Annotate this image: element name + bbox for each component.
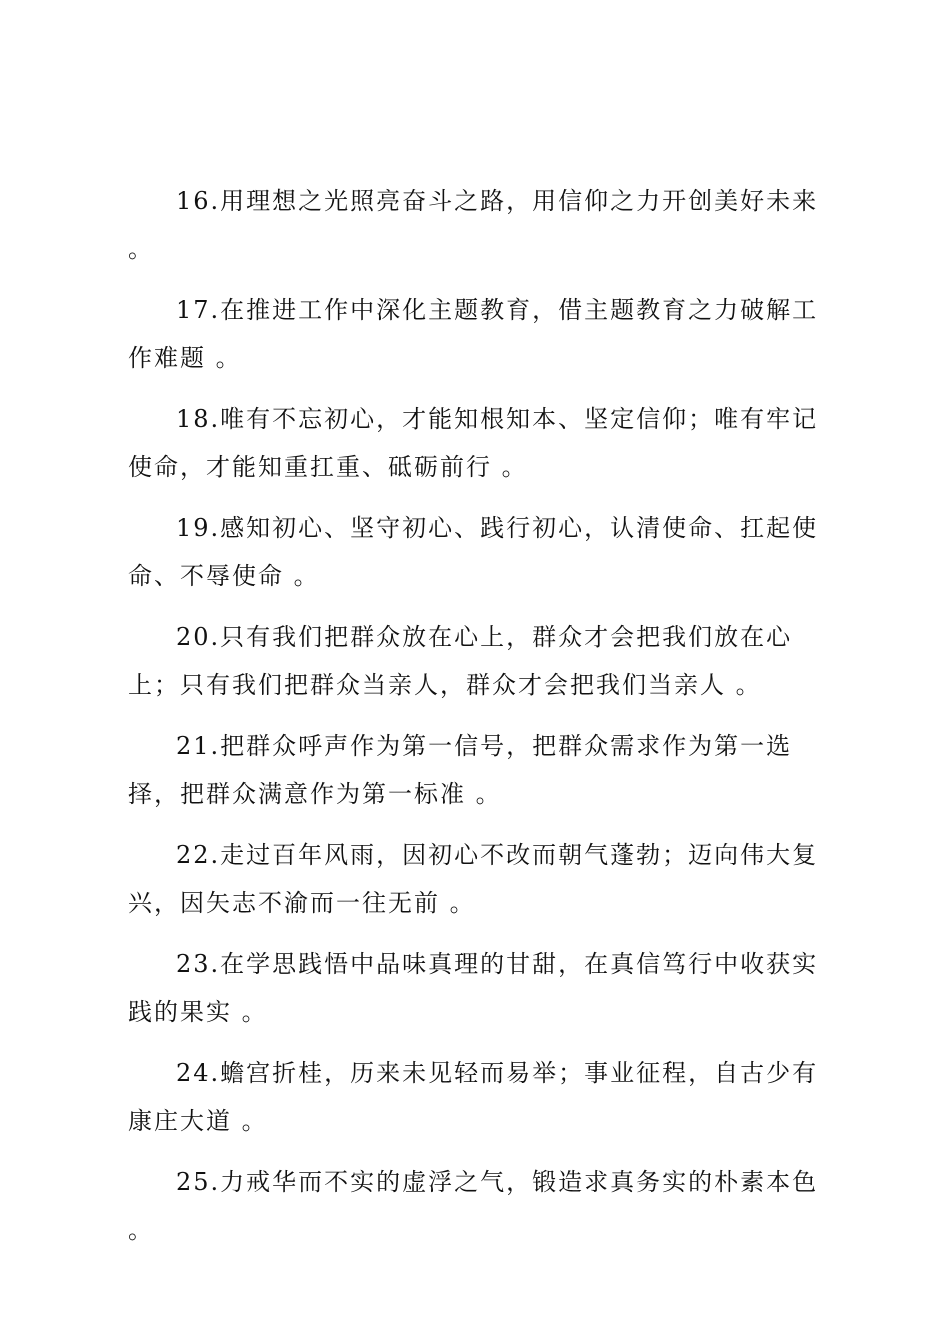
paragraph-19: 19.感知初心、坚守初心、践行初心，认清使命、扛起使命、不辱使命 。 <box>128 514 819 590</box>
paragraph-21: 21.把群众呼声作为第一信号，把群众需求作为第一选择，把群众满意作为第一标准 。 <box>128 732 793 808</box>
document-body <box>128 177 838 1267</box>
paragraph-18: 18.唯有不忘初心，才能知根知本、坚定信仰；唯有牢记使命，才能知重扛重、砥砺前行 。 <box>128 405 819 481</box>
paragraph-25: 25.力戒华而不实的虚浮之气，锻造求真务实的朴素本色 。 <box>128 1168 819 1244</box>
paragraph-16: 16.用理想之光照亮奋斗之路，用信仰之力开创美好未来 。 <box>128 187 819 263</box>
paragraph-17: 17.在推进工作中深化主题教育，借主题教育之力破解工作难题 。 <box>128 296 819 372</box>
paragraph-22: 22.走过百年风雨，因初心不改而朝气蓬勃；迈向伟大复兴，因矢志不渝而一往无前 。 <box>128 841 819 917</box>
paragraph-24: 24.蟾宫折桂，历来未见轻而易举；事业征程，自古少有康庄大道 。 <box>128 1059 819 1135</box>
paragraph-23: 23.在学思践悟中品味真理的甘甜，在真信笃行中收获实践的果实 。 <box>128 950 819 1026</box>
paragraph-20: 20.只有我们把群众放在心上，群众才会把我们放在心上；只有我们把群众当亲人，群众才会把我们当亲人 。 <box>128 623 793 699</box>
